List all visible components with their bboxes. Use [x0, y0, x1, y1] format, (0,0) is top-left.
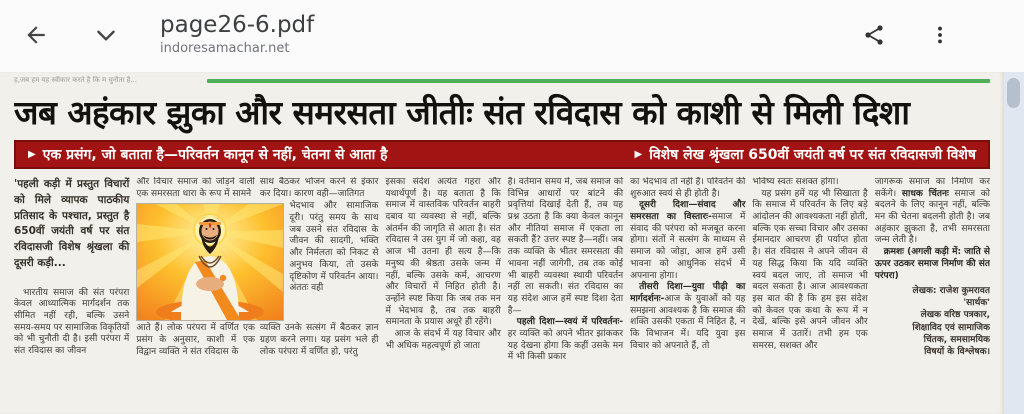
masthead-text-fragment: ह,जब हम यह स्वीकार करते है कि म चुनौता है... [14, 76, 137, 84]
banner-left-text: एक प्रसंग, जो बताता है—परिवर्तन कानून से नहीं, चेतना से आता है [42, 147, 388, 163]
back-button[interactable] [14, 14, 58, 58]
series-continuation-note [875, 247, 990, 282]
paragraph-text: हर व्यक्ति को अपने भीतर झांककर यह देखना होगा कि कहीं उसके मन में भी किसी प्रकार [507, 328, 624, 363]
paragraph: भविष्य स्वतः सशक्त होगा। [752, 177, 839, 187]
article-column-8 [875, 177, 990, 403]
paragraph [630, 200, 745, 282]
triangle-bullet-icon: ▶ [28, 148, 36, 160]
paragraph: व्यक्ति उनके सत्संग में बैठकर ज्ञान ग्रहण करने लगा। यह प्रसंग भले ही लोक परंपरा में वर्णित हो, परंतु [259, 323, 379, 357]
document-title: page26-6.pdf [160, 12, 315, 38]
paragraph: आते हैं। लोक परंपरा में वर्णित एक प्रसंग के अनुसार, काशी में एक विद्वान व्यक्ति ने संत रविदास के [136, 323, 255, 357]
author-title-line: शिक्षाविद एवं सामाजिक [912, 322, 990, 333]
banner-left-segment [28, 145, 388, 164]
paragraph [508, 317, 623, 364]
paragraph-text: जागरूक समाज का निर्माण कर सकेंगे। [874, 177, 990, 199]
paragraph: यह प्रसंग हमें यह भी सिखाता है कि समाज में परिवर्तन के लिए बड़े आंदोलन की आवश्यकता नहीं होती, बल्कि एक सच्चा विचार और उसका ईमानदार आचरण ही पर्याप्त होता है। संत रविदास ने अपने जीवन से यह सिद्ध किया कि यदि व्यक्ति स्वयं बदल जाए, तो समाज भी बदल सकता है। आज आवश्यकता इस बात की है कि हम इस संदेश को केवल एक कथा के रूप में न देखें, बल्कि इसे अपने जीवन और समाज में उतारें। तभी हम एक समरस, सशक्त और [752, 188, 868, 351]
article-headline: जब अहंकार झुका और समरसता जीतीः संत रविदास को काशी से मिली दिशा [14, 93, 910, 132]
subhead-first-direction: पहली दिशा—स्वयं में परिवर्तनः- [516, 317, 624, 328]
paragraph-text: समाज में संवाद की परंपरा को मजबूत करना होगा। संतों ने सत्संग के माध्यम से समाज को जोड़ा, आज हमें उसी भावना को आधुनिक संदर्भ में अपनाना होगा। [630, 212, 746, 281]
document-source-url: indoresamachar.net [160, 41, 290, 56]
paragraph: है। वर्तमान समय में, जब समाज को विभिन्न आधारों पर बांटने की प्रवृत्तियां दिखाई देती हैं, तब यह प्रश्न उठता है कि क्या केवल कानून और नीतियां समाज में एकता ला सकती हैं? उत्तर स्पष्ट है—नहीं। जब तक व्यक्ति के भीतर समरसता की भावना नहीं जागेगी, तब तक कोई भी बाहरी व्यवस्था स्थायी परिवर्तन नहीं ला सकती। संत रविदास का यह संदेश आज हमें स्पष्ट दिशा देता है— [507, 177, 624, 316]
banner-right-segment [635, 145, 976, 164]
author-title-line: लेखक वरिष्ठ पत्रकार, [920, 310, 990, 321]
subhead-sadhak-chintan: साधक चिंतनः [901, 188, 949, 199]
article-columns-2-3 [136, 177, 378, 403]
paragraph-text: समाज को बदलने के लिए कानून नहीं, बल्कि मन की चेतना बदलनी होती है। जब अहंकार झुकता है, तभी समरसता जन्म लेती है। [874, 188, 990, 246]
scrollbar-thumb[interactable] [1007, 78, 1020, 108]
page-edge-strip [1004, 72, 1024, 414]
share-button[interactable] [852, 14, 896, 58]
article-column-1 [14, 177, 129, 403]
subhead-second-direction: दूसरी दिशा—संवाद और समरसता का विस्तारः- [630, 200, 746, 223]
paragraph-text: आज के युवाओं को यह समझना आवश्यक है कि समाज की शक्ति उसकी एकता में निहित है, न कि विभाजन में। यदि युवा इस विचार को अपनाते हैं, तो [630, 293, 746, 351]
paragraph: भेदभाव और सामाजिक दूरी। परंतु समय के साथ जब उसने संत रविदास के जीवन की सादगी, भक्ति और निर्मलता को निकट से अनुभव किया, तो उसके दृष्टिकोण में परिवर्तन आया। अंततः वही [289, 201, 379, 294]
masthead-remnant-row [14, 75, 990, 86]
chevron-down-icon [93, 22, 119, 51]
author-pen-name: 'सार्थक' [963, 298, 990, 309]
article-column-4 [385, 177, 500, 403]
collapse-button[interactable] [84, 14, 128, 58]
author-name: लेखक: राजेश कुमरावत [912, 286, 990, 297]
pdf-page[interactable] [0, 72, 1004, 414]
paragraph [630, 282, 745, 352]
subhead-third-direction: तीसरी दिशा—युवा पीढ़ी का मार्गदर्शनः- [630, 282, 746, 304]
sant-ravidas-photo [136, 203, 284, 321]
article-column-7 [752, 177, 867, 403]
green-rule [207, 79, 990, 83]
paragraph [875, 177, 990, 247]
app-bar [0, 0, 1024, 72]
article-column-5 [508, 177, 623, 403]
back-arrow-icon [23, 22, 49, 51]
paragraph: इसका संदेश अत्यंत गहरा और यथार्थपूर्ण है। यह बताता है कि समाज में वास्तविक परिवर्तन बाहरी दबाव या व्यवस्था से नहीं, बल्कि अंतर्मन की जागृति से आता है। संत रविदास ने उस युग में जो कहा, वह आज भी उतना ही सत्य है—कि मनुष्य की श्रेष्ठता उसके जन्म में नहीं, बल्कि उसके कर्म, आचरण और विचारों में निहित होती है। उन्होंने स्पष्ट किया कि जब तक मन में भेदभाव है, तब तक बाहरी समानता के प्रयास अधूरे ही रहेंगे। [385, 177, 501, 328]
paragraph: साथ बैठकर भोजन करने से इंकार कर दिया। कारण वही—जातिगत [259, 177, 379, 199]
article-column-6 [630, 177, 745, 403]
paragraph: आज के संदर्भ में यह विचार और भी अधिक महत्वपूर्ण हो जाता [385, 328, 501, 351]
paragraph: भारतीय समाज की संत परंपरा केवल आध्यात्मिक मार्गदर्शन तक सीमित नहीं रही, बल्कि उसने समय-समय पर सामाजिक विकृतियों को भी चुनौती दी है। इसी परंपरा में संत रविदास का जीवन [14, 287, 130, 356]
banner-right-text: विशेष लेख श्रृंखला 650वीं जयंती वर्ष पर संत रविदासजी विशेष [649, 147, 976, 163]
triangle-bullet-icon: ▶ [634, 148, 643, 160]
author-title-line: विषयों के विश्लेषक। [924, 346, 990, 357]
author-title-line: चिंतक, समसामयिक [923, 334, 990, 345]
more-options-button[interactable] [918, 14, 962, 58]
subhead-banner [14, 140, 990, 169]
continuation-text: क्रमशः (अगली कड़ी में: जाति से ऊपर उठकर समाज निर्माण की संत परंपरा) [874, 247, 990, 281]
series-intro: 'पहली कड़ी में प्रस्तुत विचारों को मिले व्यापक पाठकीय प्रतिसाद के पश्चात, प्रस्तुत है 650वीं जयंती वर्ष पर संत रविदासजी विशेष श्रृंखला की दूसरी कड़ी... [14, 178, 130, 269]
sant-ravidas-illustration [137, 204, 283, 320]
media-top-row [136, 177, 378, 200]
article-body [14, 177, 990, 403]
paragraph: का भेदभाव तो नहीं है। परिवर्तन की शुरुआत स्वयं से ही होती है। [630, 177, 746, 199]
paragraph: और विचार समाज को जोड़ने वाली एक समरसता धारा के रूप में सामने [136, 177, 255, 199]
author-credit-block [875, 285, 990, 358]
more-vertical-icon [929, 24, 951, 49]
document-title-block [160, 10, 314, 58]
media-image-row [136, 201, 378, 321]
media-bottom-row [136, 323, 378, 358]
newspaper-page [0, 72, 1004, 414]
share-icon [862, 23, 886, 50]
